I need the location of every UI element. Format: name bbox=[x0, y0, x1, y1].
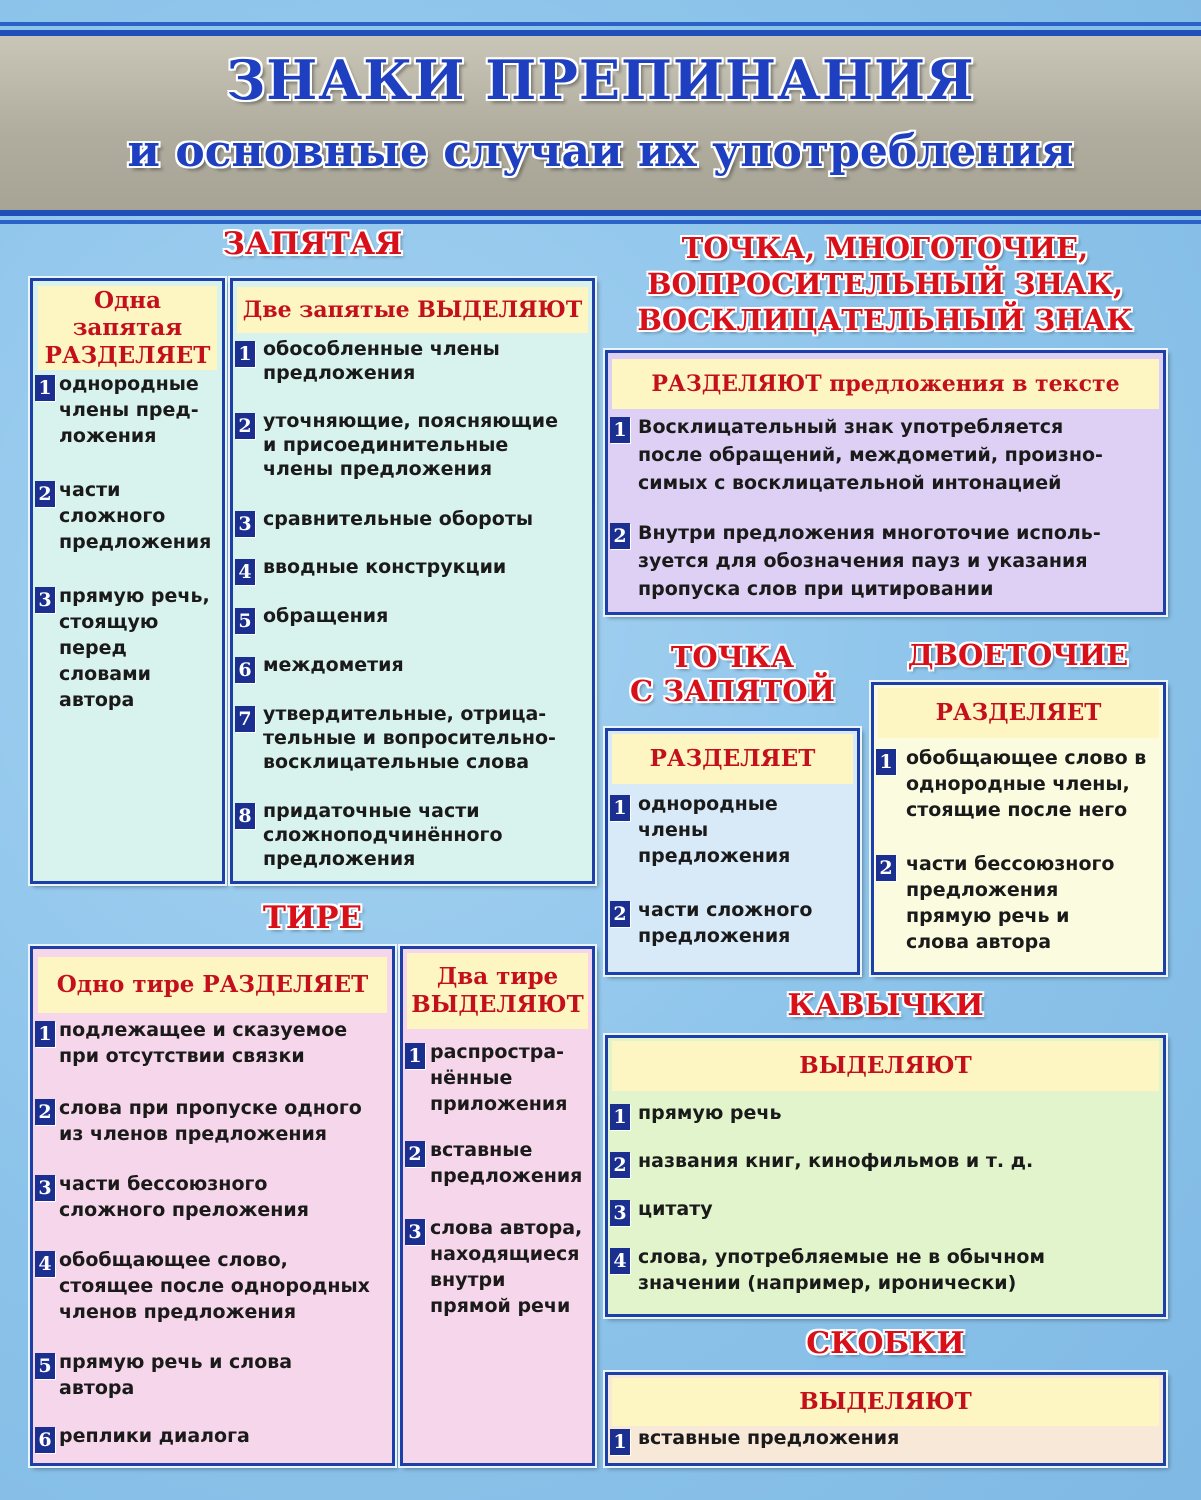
item-number: 3 bbox=[610, 1200, 630, 1226]
dash-two-head: Два тире ВЫДЕЛЯЮТ bbox=[407, 953, 588, 1029]
quotes-section-title: КАВЫЧКИ bbox=[787, 988, 984, 1023]
item-number: 3 bbox=[35, 1175, 55, 1201]
semicolon-head: РАЗДЕЛЯЕТ bbox=[612, 734, 853, 784]
item-text: реплики диалога bbox=[59, 1425, 250, 1447]
item-number: 4 bbox=[35, 1251, 55, 1277]
page-subtitle: и основные случаи их употребления bbox=[127, 126, 1074, 177]
brackets-head: ВЫДЕЛЯЮТ bbox=[612, 1378, 1159, 1426]
period-panel bbox=[605, 350, 1166, 615]
item-number: 2 bbox=[610, 901, 630, 927]
item-number: 3 bbox=[235, 511, 255, 537]
item-text: обособленные члены предложения bbox=[263, 338, 500, 384]
item-number: 2 bbox=[405, 1141, 425, 1167]
item-number: 2 bbox=[235, 413, 255, 439]
item-text: сравнительные обороты bbox=[263, 508, 534, 530]
comma-one-head: Одна запятая РАЗДЕЛЯЕТ bbox=[38, 286, 217, 370]
item-text: распростра- нённые приложения bbox=[430, 1041, 568, 1115]
period-head: РАЗДЕЛЯЮТ предложения в тексте bbox=[612, 359, 1159, 409]
colon-section-title: ДВОЕТОЧИЕ bbox=[907, 638, 1129, 672]
item-number: 1 bbox=[610, 417, 630, 443]
item-text: вставные предложения bbox=[430, 1139, 583, 1187]
item-text: вставные предложения bbox=[638, 1427, 900, 1449]
quotes-head: ВЫДЕЛЯЮТ bbox=[612, 1041, 1159, 1091]
item-number: 1 bbox=[35, 375, 55, 401]
brackets-panel bbox=[605, 1372, 1166, 1466]
item-text: прямую речь bbox=[638, 1102, 782, 1124]
item-number: 2 bbox=[610, 523, 630, 549]
item-number: 6 bbox=[235, 657, 255, 683]
dash-one-panel bbox=[30, 946, 395, 1466]
item-text: уточняющие, поясняющие и присоединительные члены предложения bbox=[263, 410, 558, 480]
item-number: 1 bbox=[610, 1429, 630, 1455]
item-text: Внутри предложения многоточие исполь- зуется для обозначения пауз и указания пропуска слов при цитировании bbox=[638, 522, 1101, 600]
item-text: утвердительные, отрица- тельные и вопросительно- восклицательные слова bbox=[263, 703, 556, 773]
item-number: 1 bbox=[405, 1043, 425, 1069]
dash-section-title: ТИРЕ bbox=[262, 900, 363, 936]
item-text: слова при пропуске одного из членов предложения bbox=[59, 1097, 362, 1145]
item-number: 2 bbox=[610, 1152, 630, 1178]
period-section-title: ТОЧКА, МНОГОТОЧИЕ, ВОПРОСИТЕЛЬНЫЙ ЗНАК, ВОСКЛИЦАТЕЛЬНЫЙ ЗНАК bbox=[637, 231, 1133, 337]
item-number: 8 bbox=[235, 803, 255, 829]
item-text: однородные члены пред- ложения bbox=[59, 373, 199, 447]
item-text: Восклицательный знак употребляется после обращений, междометий, произно- симых с восклицательной интонацией bbox=[638, 416, 1103, 494]
item-text: слова автора, находящиеся внутри прямой речи bbox=[430, 1217, 583, 1317]
item-number: 4 bbox=[235, 559, 255, 585]
semicolon-panel bbox=[605, 728, 860, 975]
item-text: обобщающее слово в однородные члены, стоящие после него bbox=[906, 747, 1147, 821]
item-text: вводные конструкции bbox=[263, 556, 507, 578]
item-number: 1 bbox=[876, 749, 896, 775]
item-number: 1 bbox=[610, 795, 630, 821]
item-number: 5 bbox=[235, 608, 255, 634]
item-text: части бессоюзного предложения прямую речь и слова автора bbox=[906, 853, 1115, 953]
colon-panel bbox=[871, 682, 1166, 975]
item-number: 3 bbox=[35, 587, 55, 613]
comma-section-title: ЗАПЯТАЯ bbox=[222, 226, 403, 262]
item-text: междометия bbox=[263, 654, 404, 676]
semicolon-section-title: ТОЧКА С ЗАПЯТОЙ bbox=[630, 640, 835, 708]
item-text: прямую речь, стоящую перед словами автора bbox=[59, 585, 210, 711]
dash-two-panel bbox=[400, 946, 595, 1466]
item-text: прямую речь и слова автора bbox=[59, 1351, 293, 1399]
comma-one-panel bbox=[30, 278, 225, 884]
dash-one-head: Одно тире РАЗДЕЛЯЕТ bbox=[38, 957, 387, 1013]
item-text: обращения bbox=[263, 605, 389, 627]
item-number: 4 bbox=[610, 1248, 630, 1274]
item-number: 1 bbox=[235, 341, 255, 367]
item-number: 1 bbox=[35, 1021, 55, 1047]
item-number: 1 bbox=[610, 1104, 630, 1130]
item-number: 2 bbox=[876, 855, 896, 881]
item-text: цитату bbox=[638, 1198, 713, 1220]
item-text: обобщающее слово, стоящее после однородных членов предложения bbox=[59, 1249, 370, 1323]
item-text: части бессоюзного сложного преложения bbox=[59, 1173, 309, 1221]
item-text: однородные члены предложения bbox=[638, 793, 791, 867]
item-number: 2 bbox=[35, 1099, 55, 1125]
item-number: 7 bbox=[235, 706, 255, 732]
item-text: слова, употребляемые не в обычном значении (например, иронически) bbox=[638, 1246, 1045, 1294]
item-text: названия книг, кинофильмов и т. д. bbox=[638, 1150, 1034, 1172]
item-number: 6 bbox=[35, 1427, 55, 1453]
item-number: 3 bbox=[405, 1219, 425, 1245]
page-title: ЗНАКИ ПРЕПИНАНИЯ bbox=[226, 48, 975, 112]
item-text: придаточные части сложноподчинённого предложения bbox=[263, 800, 503, 870]
colon-head: РАЗДЕЛЯЕТ bbox=[878, 688, 1159, 738]
item-number: 2 bbox=[35, 481, 55, 507]
comma-two-panel bbox=[230, 278, 595, 884]
quotes-panel bbox=[605, 1035, 1166, 1317]
item-text: части сложного предложения bbox=[638, 899, 813, 947]
brackets-section-title: СКОБКИ bbox=[806, 1326, 965, 1361]
item-text: подлежащее и сказуемое при отсутствии связки bbox=[59, 1019, 348, 1067]
comma-two-head: Две запятые ВЫДЕЛЯЮТ bbox=[237, 287, 588, 333]
item-number: 5 bbox=[35, 1353, 55, 1379]
item-text: части сложного предложения bbox=[59, 479, 212, 553]
